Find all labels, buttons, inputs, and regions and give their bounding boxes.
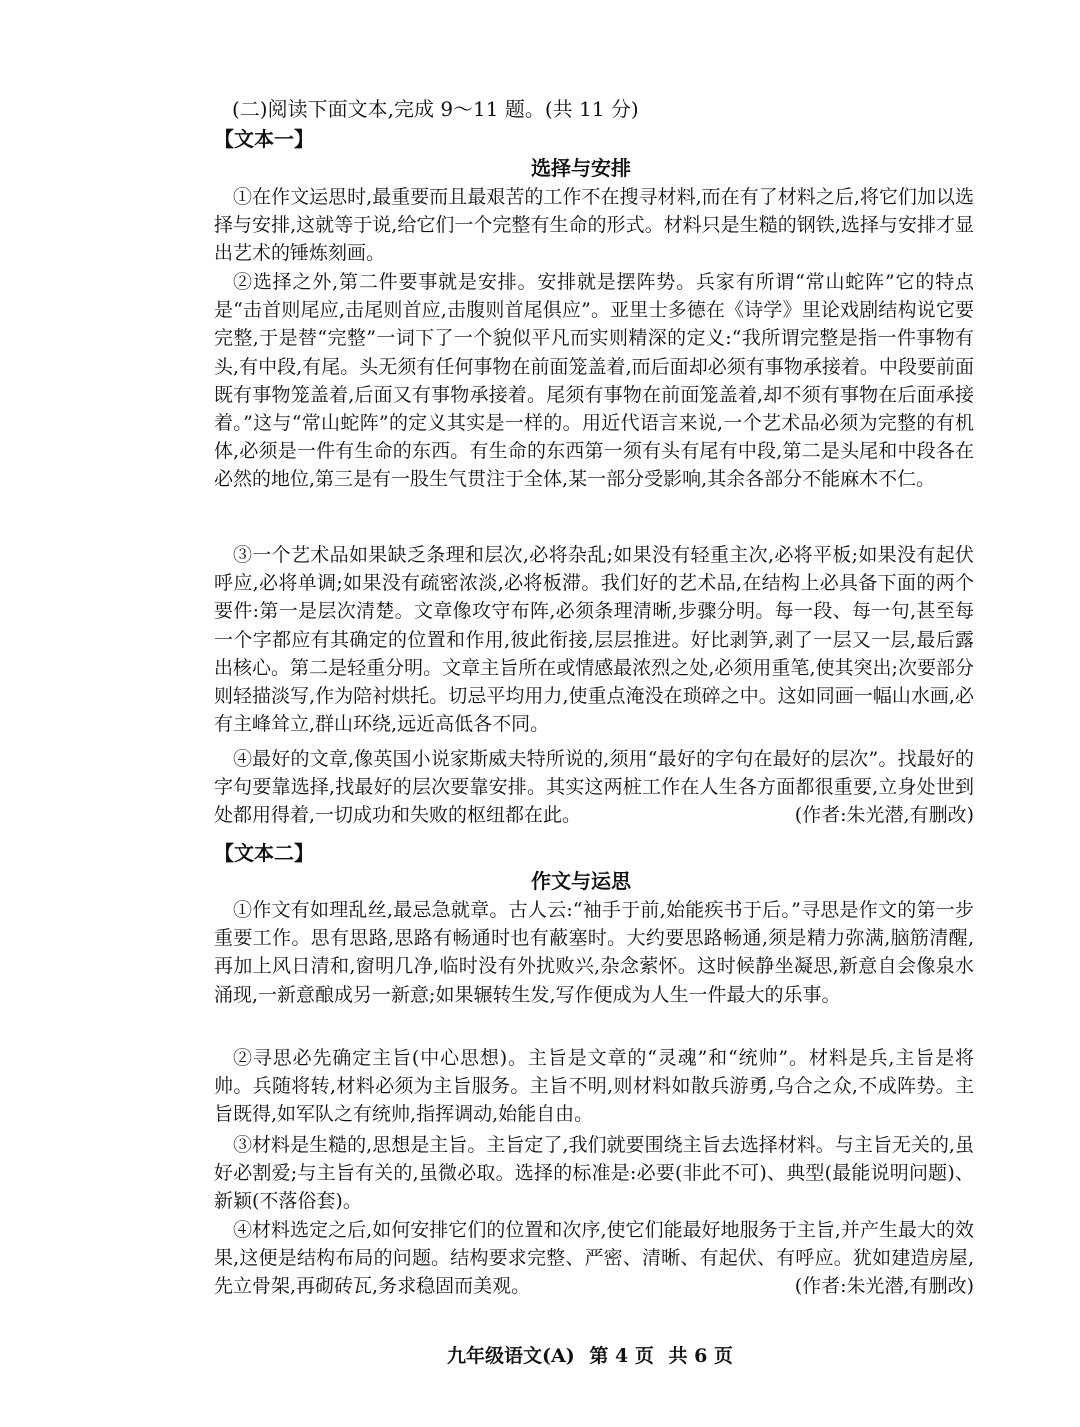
- text2-paragraph-4-body: ④材料选定之后,如何安排它们的位置和次序,使它们能最好地服务于主旨,并产生最大的效果,这便是结构布局的问题。结构要求完整、严密、清晰、有起伏、有呼应。犹如建造房屋,先立骨架,再砌砖瓦,务求稳固而美观。: [214, 1219, 974, 1298]
- section-intro: (二)阅读下面文本,完成 9～11 题。(共 11 分): [232, 97, 639, 121]
- text2-paragraph-2: ②寻思必先确定主旨(中心思想)。主旨是文章的“灵魂”和“统帅”。材料是兵,主旨是将帅。兵随将转,材料必须为主旨服务。主旨不明,则材料如散兵游勇,乌合之众,不成阵势。主旨既得,如军队之有统帅,指挥调动,始能自由。: [214, 1047, 974, 1126]
- text2-paragraph-4: [214, 1216, 974, 1301]
- text1-label: 【文本一】: [214, 127, 314, 151]
- text1-title: 选择与安排: [531, 156, 631, 180]
- text1-paragraph-4: [214, 745, 974, 830]
- text2-paragraph-3: ③材料是生糙的,思想是主旨。主旨定了,我们就要围绕主旨去选择材料。与主旨无关的,虽好必割爱;与主旨有关的,虽微必取。选择的标准是:必要(非此不可)、典型(最能说明问题)、新颖(不落俗套)。: [214, 1134, 974, 1213]
- footer-total-pages: 共 6 页: [668, 1345, 733, 1367]
- text1-paragraph-2: ②选择之外,第二件要事就是安排。安排就是摆阵势。兵家有所谓“常山蛇阵”它的特点是“击首则尾应,击尾则首应,击腹则首尾俱应”。亚里士多德在《诗学》里论戏剧结构说它要完整,于是替“完整”一词下了一个貌似平凡而实则精深的定义:“我所谓完整是指一件事物有头,有中段,有尾。头无须有任何事物在前面笼盖着,而后面却必须有事物承接着。中段要前面既有事物笼盖着,后面又有事物承接着。尾须有事物在前面笼盖着,却不须有事物在后面承接着。”这与“常山蛇阵”的定义其实是一样的。用近代语言来说,一个艺术品必须为完整的有机体,必须是一件有生命的东西。有生命的东西第一须有头有尾有中段,第二是头尾和中段各在必然的地位,第三是有一股生气贯注于全体,某一部分受影响,其余各部分不能麻木不仁。: [214, 271, 974, 491]
- text2-label: 【文本二】: [214, 841, 314, 865]
- footer-subject: 九年级语文(A): [447, 1345, 575, 1367]
- text1-paragraph-3: ③一个艺术品如果缺乏条理和层次,必将杂乱;如果没有轻重主次,必将平板;如果没有起伏呼应,必将单调;如果没有疏密浓淡,必将板滞。我们好的艺术品,在结构上必具备下面的两个要件:第一是层次清楚。文章像攻守布阵,必须条理清晰,步骤分明。每一段、每一句,甚至每一个字都应有其确定的位置和作用,彼此衔接,层层推进。好比剥笋,剥了一层又一层,最后露出核心。第二是轻重分明。文章主旨所在或情感最浓烈之处,必须用重笔,使其突出;次要部分则轻描淡写,作为陪衬烘托。切忌平均用力,使重点淹没在琐碎之中。这如同画一幅山水画,必有主峰耸立,群山环绕,远近高低各不同。: [214, 544, 974, 736]
- text2-author: (作者:朱光潜,有删改): [794, 1275, 974, 1298]
- text1-paragraph-4-body: ④最好的文章,像英国小说家斯威夫特所说的,须用“最好的字句在最好的层次”。找最好的字句要靠选择,找最好的层次要靠安排。其实这两桩工作在人生各方面都很重要,立身处世到处都用得着,一切成功和失败的枢纽都在此。: [214, 748, 974, 827]
- page-footer: [0, 1343, 1080, 1369]
- text1-paragraph-1: ①在作文运思时,最重要而且最艰苦的工作不在搜寻材料,而在有了材料之后,将它们加以选择与安排,这就等于说,给它们一个完整有生命的形式。材料只是生糙的钢铁,选择与安排才显出艺术的锤炼刻画。: [214, 186, 974, 265]
- text2-paragraph-1: ①作文有如理乱丝,最忌急就章。古人云:“袖手于前,始能疾书于后。”寻思是作文的第一步重要工作。思有思路,思路有畅通时也有蔽塞时。大约要思路畅通,须是精力弥满,脑筋清醒,再加上风日清和,窗明几净,临时没有外扰败兴,杂念萦怀。这时候静坐凝思,新意自会像泉水涌现,一新意酿成另一新意;如果辗转生发,写作便成为人生一件最大的乐事。: [214, 899, 974, 1006]
- text2-title: 作文与运思: [531, 869, 631, 893]
- footer-page-number: 第 4 页: [589, 1345, 654, 1367]
- text1-author: (作者:朱光潜,有删改): [794, 804, 974, 827]
